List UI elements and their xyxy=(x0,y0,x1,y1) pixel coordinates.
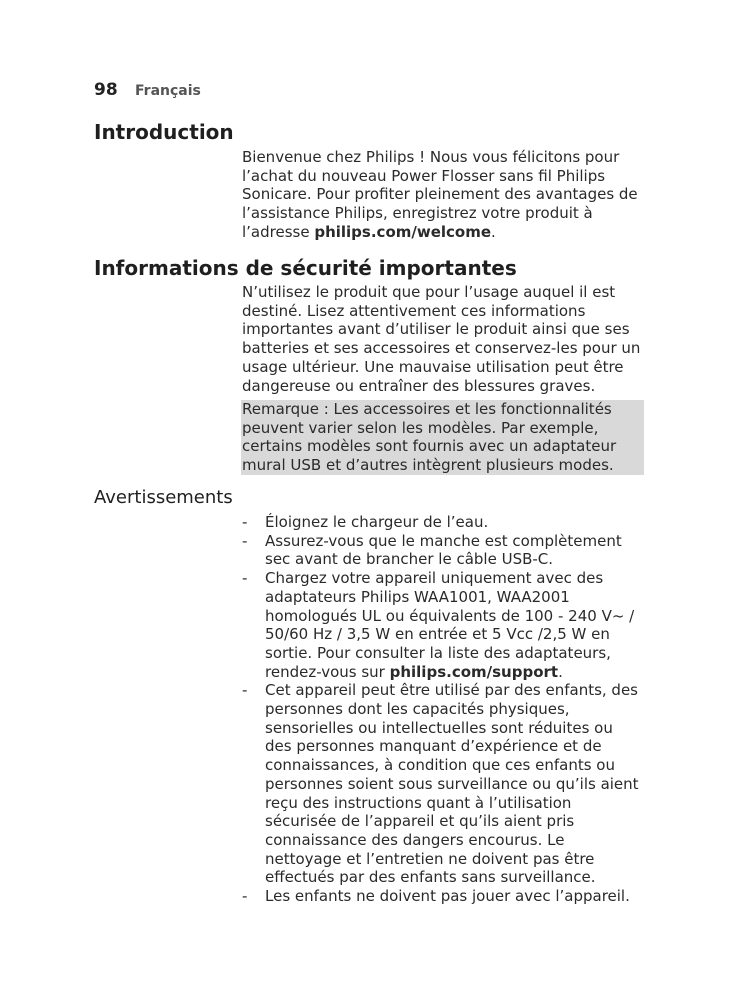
safety-paragraph: N’utilisez le produit que pour l’usage auquel il est destiné. Lisez attentivement ces informations importantes avant d’utiliser le produit ainsi que ses batteries et ses accessoires et conservez-les pour un usage ultérieur. Une mauvaise utilisation peut être dangereuse ou entraîner des blessures graves. xyxy=(242,283,641,395)
warning-item xyxy=(242,569,644,681)
warning-text: Assurez-vous que le manche est complètement sec avant de brancher le câble USB-C. xyxy=(265,531,622,569)
warning-item xyxy=(242,532,644,569)
list-dash: - xyxy=(242,513,248,531)
warnings-heading: Avertissements xyxy=(94,487,233,508)
warning-item xyxy=(242,513,644,532)
list-dash: - xyxy=(242,681,248,700)
introduction-heading: Introduction xyxy=(94,120,234,144)
list-dash: - xyxy=(242,569,248,588)
safety-heading: Informations de sécurité importantes xyxy=(94,256,517,280)
warnings-list xyxy=(242,513,644,906)
warning-text: Chargez votre appareil uniquement avec des adaptateurs Philips WAA1001, WAA2001 homologués UL ou équivalents de 100 - 240 V~ / 50/60 Hz / 3,5 W en entrée et 5 Vcc /2,5 W en sortie. Pour consulter la liste des adaptateurs, rendez-vous sur xyxy=(265,569,635,681)
warning-end: . xyxy=(558,662,563,681)
warning-text: Éloignez le chargeur de l’eau. xyxy=(265,513,489,531)
list-dash: - xyxy=(242,531,248,550)
warning-text: Les enfants ne doivent pas jouer avec l’appareil. xyxy=(265,887,630,906)
support-link[interactable]: philips.com/support xyxy=(389,662,559,681)
warning-item xyxy=(242,887,644,906)
warning-item xyxy=(242,681,644,887)
list-dash: - xyxy=(242,887,248,906)
page-header xyxy=(94,80,201,100)
warning-text: Cet appareil peut être utilisé par des enfants, des personnes dont les capacités physiques, sensorielles ou intellectuelles sont réduites ou des personnes manquant d’expérience et de connaissances, à condition que ces enfants ou personnes soient sous surveillance ou qu’ils aient reçu des instructions quant à l’utilisation sécurisée de l’appareil et qu’ils aient pris connaissance des dangers encourus. Le nettoyage et l’entretien ne doivent pas être effectués par des enfants sans surveillance. xyxy=(265,681,639,887)
introduction-text: Bienvenue chez Philips ! Nous vous félicitons pour l’achat du nouveau Power Flosser sans fil Philips Sonicare. Pour profiter pleinement des avantages de l’assistance Philips, enregistrez votre produit à l’adresse xyxy=(242,148,638,241)
introduction-end: . xyxy=(491,222,496,241)
welcome-link[interactable]: philips.com/welcome xyxy=(314,222,492,241)
note-box: Remarque : Les accessoires et les fonctionnalités peuvent varier selon les modèles. Par exemple, certains modèles sont fournis avec un adaptateur mural USB et d’autres intègrent plusieurs modes. xyxy=(241,400,644,475)
introduction-paragraph xyxy=(242,148,642,242)
page-number: 98 xyxy=(94,80,118,100)
language-label: Français xyxy=(135,83,201,99)
